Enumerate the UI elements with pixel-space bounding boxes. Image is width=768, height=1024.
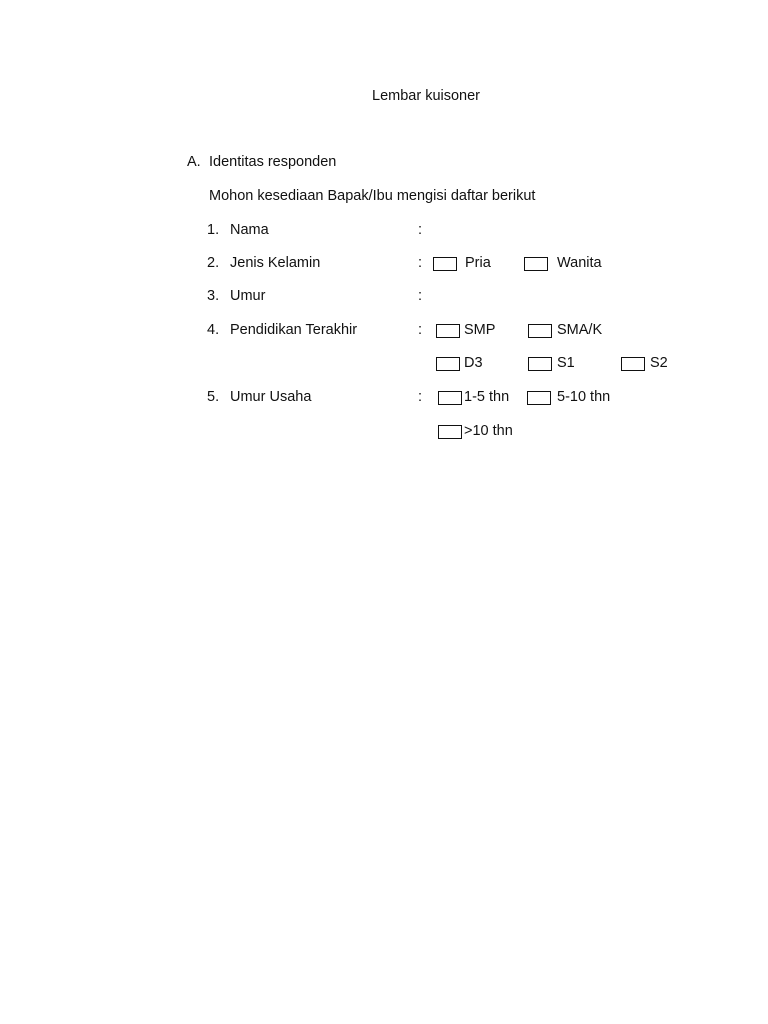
- question-number: 5.: [207, 389, 220, 405]
- checkbox-pria[interactable]: [433, 257, 457, 271]
- checkbox-1-5-thn[interactable]: [438, 391, 462, 405]
- option-label-s1: S1: [557, 355, 575, 371]
- checkbox-smp[interactable]: [436, 324, 460, 338]
- option-label-1-5-thn: 1-5 thn: [464, 389, 510, 405]
- section-heading: Identitas responden: [209, 154, 337, 170]
- question-label: Nama: [230, 222, 269, 238]
- colon-separator: :: [418, 322, 423, 338]
- colon-separator: :: [418, 389, 423, 405]
- checkbox-more-than-10-thn[interactable]: [438, 425, 462, 439]
- checkbox-s1[interactable]: [528, 357, 552, 371]
- section-intro: Mohon kesediaan Bapak/Ibu mengisi daftar berikut: [209, 188, 536, 204]
- checkbox-5-10-thn[interactable]: [527, 391, 551, 405]
- option-label-smp: SMP: [464, 322, 496, 338]
- colon-separator: :: [418, 222, 423, 238]
- option-label-d3: D3: [464, 355, 483, 371]
- colon-separator: :: [418, 288, 423, 304]
- option-label-s2: S2: [650, 355, 668, 371]
- page-title: Lembar kuisoner: [372, 88, 480, 104]
- question-number: 1.: [207, 222, 220, 238]
- checkbox-d3[interactable]: [436, 357, 460, 371]
- question-number: 3.: [207, 288, 220, 304]
- question-number: 4.: [207, 322, 220, 338]
- colon-separator: :: [418, 255, 423, 271]
- checkbox-wanita[interactable]: [524, 257, 548, 271]
- option-label-wanita: Wanita: [557, 255, 602, 271]
- question-label: Pendidikan Terakhir: [230, 322, 358, 338]
- option-label-sma-k: SMA/K: [557, 322, 603, 338]
- checkbox-sma-k[interactable]: [528, 324, 552, 338]
- section-marker: A.: [187, 154, 201, 170]
- question-label: Umur: [230, 288, 266, 304]
- question-label: Umur Usaha: [230, 389, 312, 405]
- option-label-more-than-10-thn: >10 thn: [464, 423, 513, 439]
- option-label-pria: Pria: [465, 255, 491, 271]
- question-label: Jenis Kelamin: [230, 255, 321, 271]
- checkbox-s2[interactable]: [621, 357, 645, 371]
- question-number: 2.: [207, 255, 220, 271]
- option-label-5-10-thn: 5-10 thn: [557, 389, 611, 405]
